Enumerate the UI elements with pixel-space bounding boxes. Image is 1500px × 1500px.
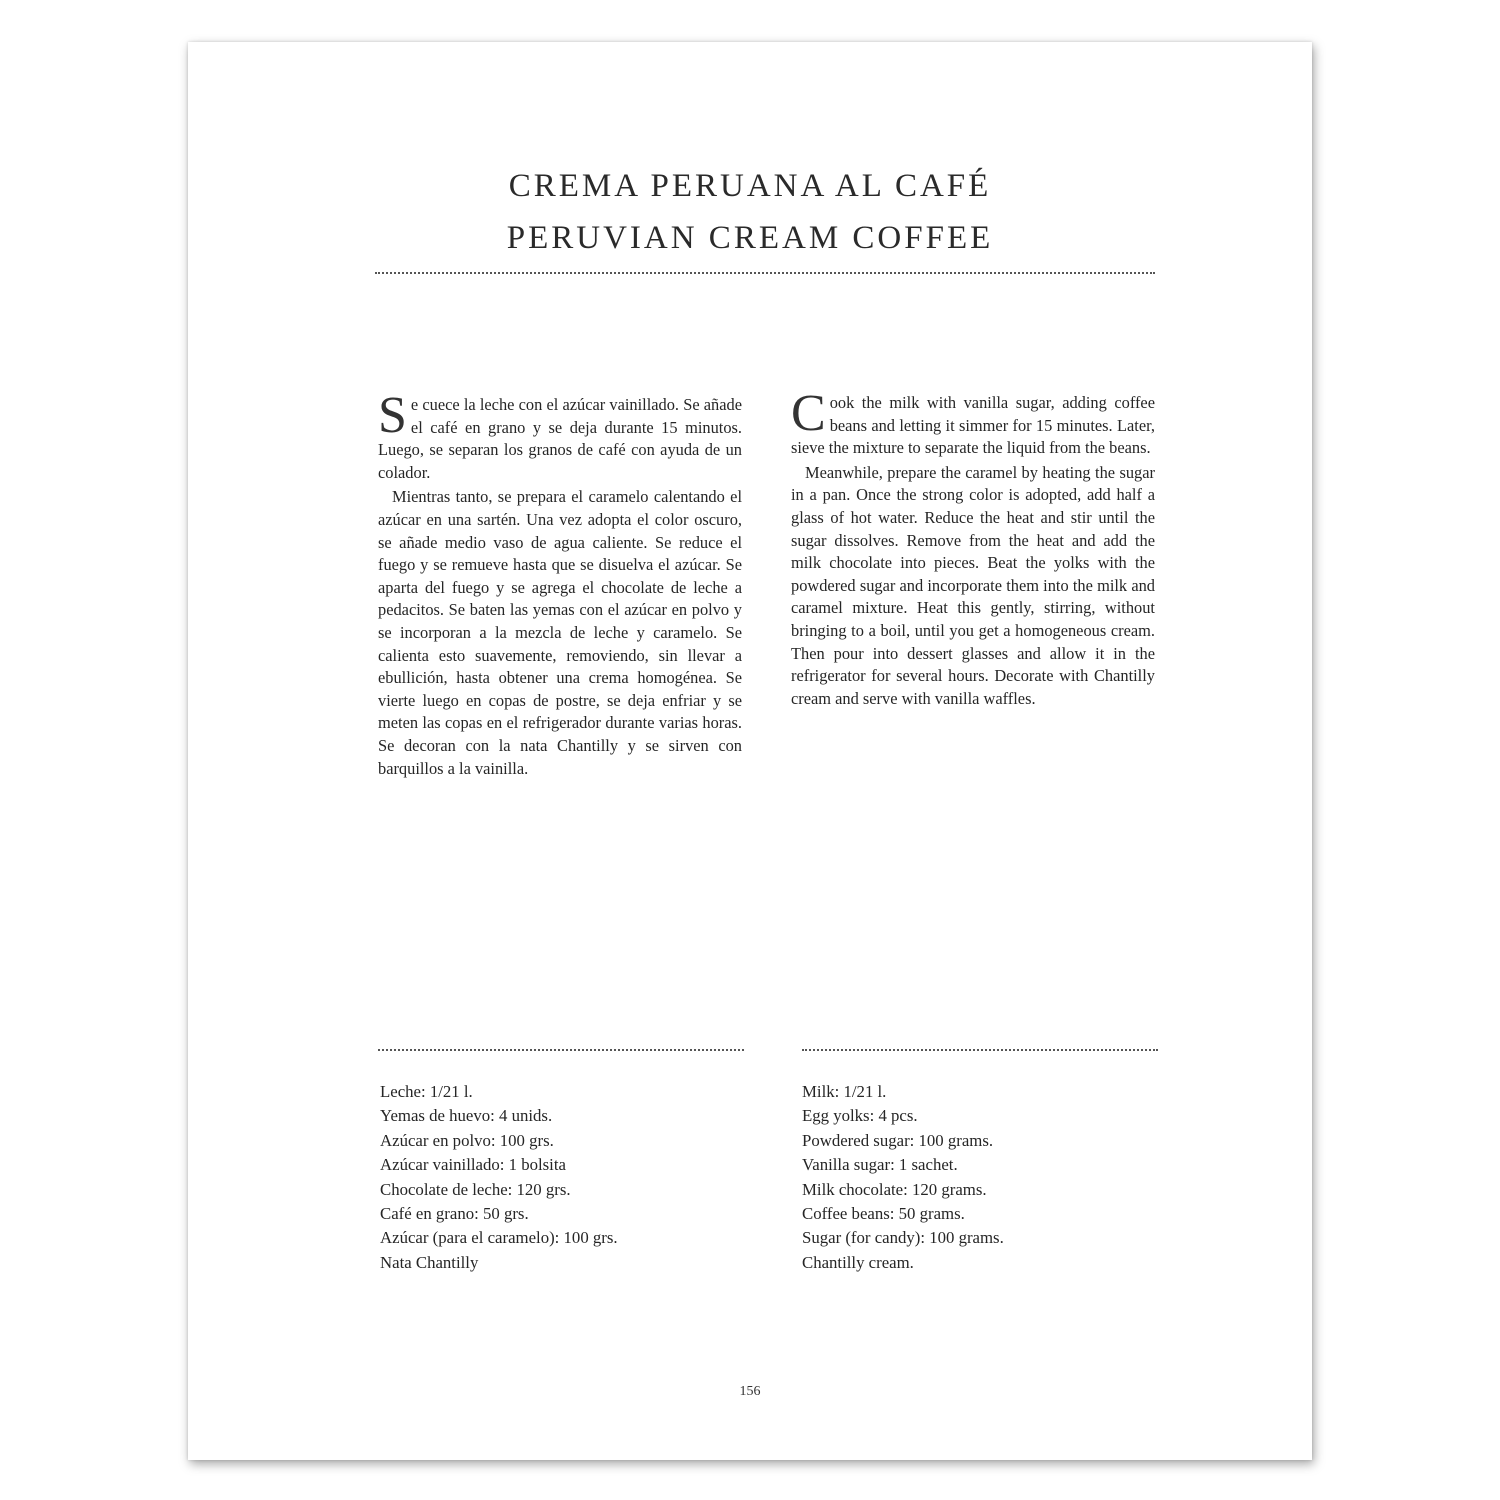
spanish-paragraph-1-text: e cuece la leche con el azúcar vainillado. Se añade el café en grano y se deja durante 15 minutos. Luego, se separan los granos de café con ayuda de un colador. — [378, 395, 742, 482]
list-item: Egg yolks: 4 pcs. — [802, 1106, 918, 1126]
ingredients-list-english — [802, 1080, 1004, 1275]
list-item: Leche: 1/21 l. — [380, 1082, 473, 1101]
list-item: Azúcar en polvo: 100 grs. — [380, 1130, 554, 1150]
list-item: Vanilla sugar: 1 sachet. — [802, 1155, 958, 1175]
list-item: Chocolate de leche: 120 grs. — [380, 1179, 571, 1199]
ingredients-divider-spanish — [378, 1049, 744, 1051]
english-paragraph-1-text: ook the milk with vanilla sugar, adding coffee beans and letting it simmer for 15 minutes. Later, sieve the mixture to separate the liquid from the beans. — [791, 393, 1155, 458]
title-spanish: CREMA PERUANA AL CAFÉ — [508, 168, 992, 204]
list-item: Café en grano: 50 grs. — [380, 1204, 529, 1224]
title-english: PERUVIAN CREAM COFFEE — [506, 220, 994, 256]
list-item: Yemas de huevo: 4 unids. — [380, 1106, 553, 1126]
list-item: Powdered sugar: 100 grams. — [802, 1130, 994, 1150]
english-paragraph-2: Meanwhile, prepare the caramel by heating the sugar in a pan. Once the strong color is adopted, add half a glass of hot water. Reduce the heat and stir until the sugar dissolves. Remove from the heat and add the milk chocolate into pieces. Beat the yolks with the powdered sugar and incorporate them into the milk and caramel mixture. Heat this gently, stirring, without bringing to a boil, until you get a homogeneous cream. Then pour into dessert glasses and allow it in the refrigerator for several hours. Decorate with Chantilly cream and serve with vanilla waffles. — [791, 462, 1155, 708]
list-item: Chantilly cream. — [802, 1252, 914, 1272]
list-item: Coffee beans: 50 grams. — [802, 1204, 965, 1224]
page-number: 156 — [739, 1384, 761, 1399]
book-page — [188, 42, 1312, 1460]
english-paragraph-1 — [791, 385, 1155, 460]
list-item: Milk chocolate: 120 grams. — [802, 1179, 987, 1199]
english-dropcap: C — [791, 385, 826, 442]
list-item: Azúcar vainillado: 1 bolsita — [380, 1155, 566, 1175]
english-instructions — [791, 385, 1155, 710]
spanish-instructions — [378, 387, 742, 780]
ingredients-divider-english — [802, 1049, 1158, 1051]
list-item: Milk: 1/21 l. — [802, 1082, 887, 1101]
spanish-dropcap: S — [378, 387, 407, 444]
list-item: Nata Chantilly — [380, 1252, 479, 1272]
list-item: Azúcar (para el caramelo): 100 grs. — [380, 1228, 618, 1248]
list-item: Sugar (for candy): 100 grams. — [802, 1228, 1004, 1248]
spanish-paragraph-1 — [378, 387, 742, 484]
ingredients-list-spanish — [380, 1080, 618, 1275]
title-divider — [375, 272, 1155, 274]
spanish-paragraph-2: Mientras tanto, se prepara el caramelo calentando el azúcar en una sartén. Una vez adopta el color oscuro, se añade medio vaso de agua caliente. Se reduce el fuego y se remueve hasta que se disuelva el azúcar. Se aparta del fuego y se agrega el chocolate de leche a pedacitos. Se baten las yemas con el azúcar en polvo y se incorporan a la mezcla de leche y caramelo. Se calienta esto suavemente, removiendo, sin llevar a ebullición, hasta obtener una crema homogénea. Se vierte luego en copas de postre, se deja enfriar y se meten las copas en el refrigerador durante varias horas. Se decoran con la nata Chantilly y se sirven con barquillos a la vainilla. — [378, 487, 742, 778]
